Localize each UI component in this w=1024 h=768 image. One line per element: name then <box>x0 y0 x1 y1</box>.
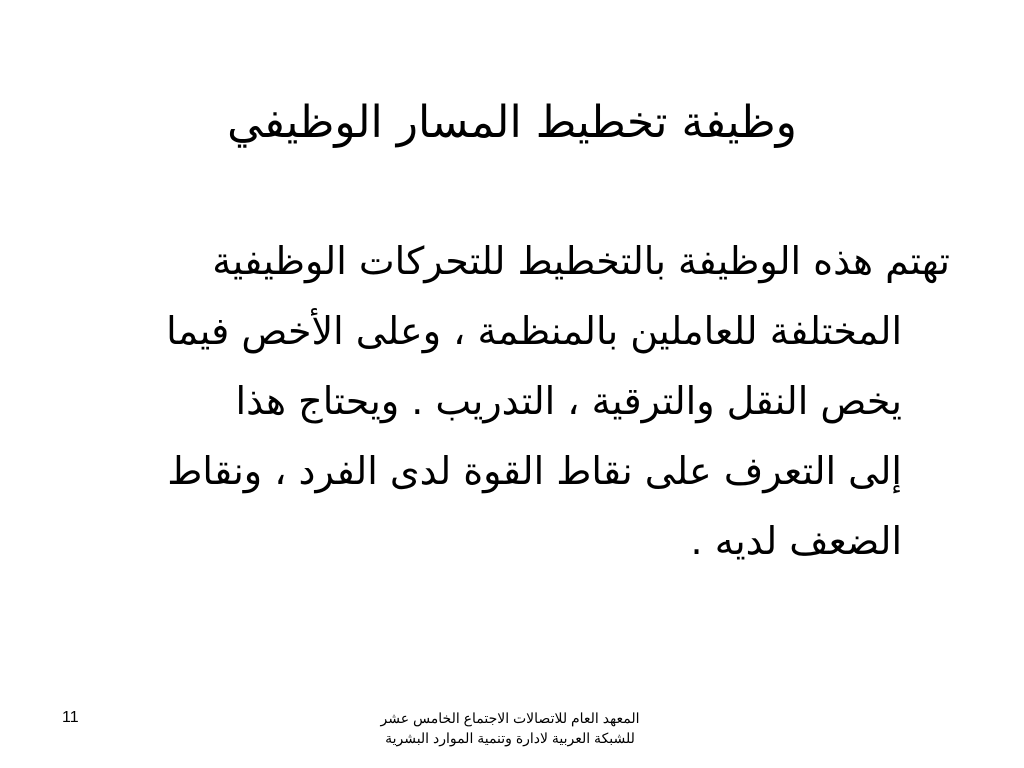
body-line-1: تهتم هذه الوظيفة بالتخطيط للتحركات الوظيفية <box>212 239 950 283</box>
footer-line-2: للشبكة العربية لادارة وتنمية الموارد البشرية <box>385 730 635 746</box>
slide-footer <box>300 708 720 748</box>
body-line-3: يخص النقل والترقية ، التدريب . ويحتاج هذا <box>235 379 902 423</box>
slide-title: وظيفة تخطيط المسار الوظيفي <box>227 97 797 148</box>
footer-line-1: المعهد العام للاتصالات الاجتماع الخامس عشر <box>380 710 640 726</box>
body-line-4: إلى التعرف على نقاط القوة لدى الفرد ، ونقاط <box>167 449 902 493</box>
body-line-2: المختلفة للعاملين بالمنظمة ، وعلى الأخص فيما <box>166 309 902 353</box>
body-line-5: الضعف لديه . <box>690 519 902 563</box>
page-number: 11 <box>62 709 79 726</box>
slide-body <box>60 226 950 576</box>
